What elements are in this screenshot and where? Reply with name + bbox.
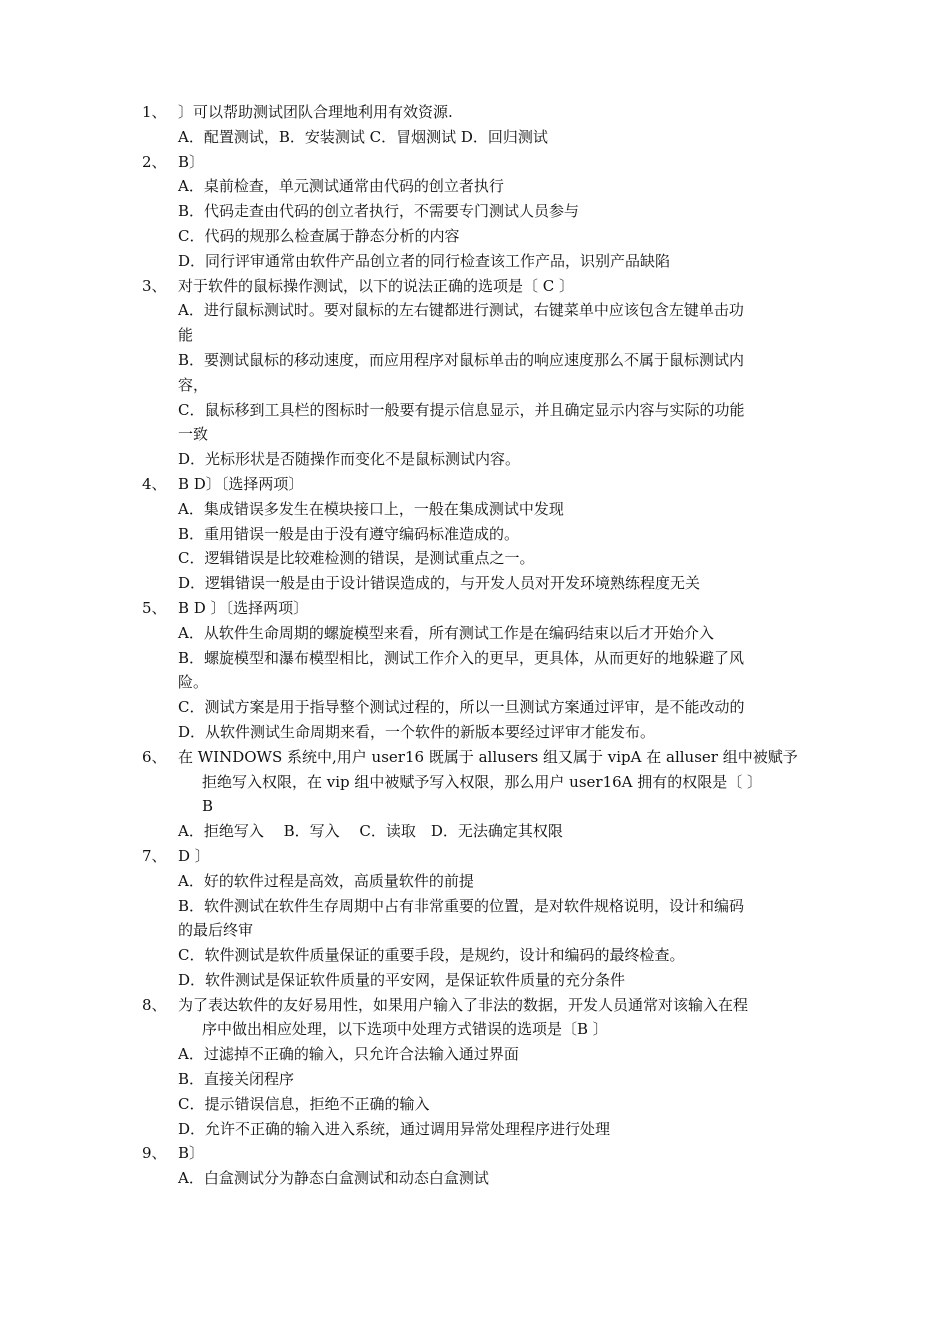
option-line: C．提示错误信息，拒绝不正确的输入 — [178, 1094, 430, 1113]
option-line: 容， — [178, 375, 209, 394]
option-line: D．软件测试是保证软件质量的平安网，是保证软件质量的充分条件 — [178, 970, 626, 989]
question-stem: B〕 — [178, 152, 205, 171]
option-line: 能 — [178, 326, 194, 345]
question-number: 2、 — [142, 152, 167, 171]
question-number: 7、 — [142, 846, 167, 865]
question-stem: B D 〕〔选择两项〕 — [178, 598, 309, 617]
question-list — [142, 100, 822, 1191]
option-line: A．从软件生命周期的螺旋模型来看，所有测试工作是在编码结束以后才开始介入 — [178, 623, 714, 642]
question-stem: B〕 — [178, 1144, 205, 1163]
option-line: D．从软件测试生命周期来看，一个软件的新版本要经过评审才能发布。 — [178, 722, 656, 741]
option-line: C．鼠标移到工具栏的图标时一般要有提示信息显示，并且确定显示内容与实际的功能 — [178, 400, 745, 419]
question-stem: 为了表达软件的友好易用性，如果用户输入了非法的数据，开发人员通常对该输入在程 — [178, 995, 749, 1014]
option-line: A．桌前检查，单元测试通常由代码的创立者执行 — [178, 177, 504, 196]
question-number: 8、 — [142, 995, 167, 1014]
option-line: D．允许不正确的输入进入系统，通过调用异常处理程序进行处理 — [178, 1119, 611, 1138]
option-line: B．软件测试在软件生存周期中占有非常重要的位置，是对软件规格说明，设计和编码 — [178, 896, 745, 915]
question-number: 4、 — [142, 474, 167, 493]
option-line: A．拒绝写入 B．写入 C．读取 D．无法确定其权限 — [178, 822, 563, 841]
option-line: B．直接关闭程序 — [178, 1070, 295, 1089]
question-stem: 在 WINDOWS 系统中,用户 user16 既属于 allusers 组又属于 vipA 在 alluser 组中被赋予 — [178, 747, 798, 766]
option-line: 的最后终审 — [178, 921, 254, 940]
option-line: B．重用错误一般是由于没有遵守编码标准造成的。 — [178, 524, 520, 543]
option-line: B．代码走查由代码的创立者执行，不需要专门测试人员参与 — [178, 202, 580, 221]
question-3 — [142, 274, 822, 299]
option-line: B．螺旋模型和瀑布模型相比，测试工作介入的更早，更具体，从而更好的地躲避了风 — [178, 648, 745, 667]
question-1 — [142, 100, 822, 125]
question-number: 1、 — [142, 103, 167, 121]
question-number: 3、 — [142, 276, 167, 295]
option-line: C．代码的规那么检查属于静态分析的内容 — [178, 226, 460, 245]
question-6 — [142, 745, 822, 770]
option-line: B．要测试鼠标的移动速度，而应用程序对鼠标单击的响应速度那么不属于鼠标测试内 — [178, 350, 745, 369]
question-number: 6、 — [142, 747, 167, 766]
question-stem: 〕可以帮助测试团队合理地利用有效资源. — [178, 103, 453, 121]
option-line: A．集成错误多发生在模块接口上，一般在集成测试中发现 — [178, 499, 564, 518]
option-line: C．软件测试是软件质量保证的重要手段，是规约，设计和编码的最终检查。 — [178, 946, 685, 965]
question-stem: D 〕 — [178, 846, 210, 865]
option-line: C．测试方案是用于指导整个测试过程的，所以一旦测试方案通过评审，是不能改动的 — [178, 698, 745, 717]
question-stem-continuation: 序中做出相应处理，以下选项中处理方式错误的选项是〔B 〕 — [202, 1020, 608, 1039]
question-stem: B D〕〔选择两项〕 — [178, 474, 304, 493]
question-7 — [142, 844, 822, 869]
option-line: A．进行鼠标测试时。要对鼠标的左右键都进行测试，右键菜单中应该包含左键单击功 — [178, 301, 744, 320]
option-line: D．同行评审通常由软件产品创立者的同行检查该工作产品，识别产品缺陷 — [178, 251, 671, 270]
option-line: 一致 — [178, 425, 209, 444]
option-line: A．过滤掉不正确的输入，只允许合法输入通过界面 — [178, 1045, 519, 1064]
question-stem: 对于软件的鼠标操作测试，以下的说法正确的选项是〔 C 〕 — [178, 276, 575, 295]
option-line: A．配置测试，B．安装测试 C．冒烟测试 D．回归测试 — [178, 127, 548, 146]
question-4 — [142, 472, 822, 497]
question-number: 9、 — [142, 1144, 167, 1163]
question-answer: B — [202, 797, 214, 816]
question-stem-continuation: 拒绝写入权限，在 vip 组中被赋予写入权限，那么用户 user16A 拥有的权限是〔 〕 — [202, 772, 763, 791]
question-number: 5、 — [142, 598, 167, 617]
question-8 — [142, 993, 822, 1018]
option-line: D．逻辑错误一般是由于设计错误造成的，与开发人员对开发环境熟练程度无关 — [178, 574, 701, 593]
option-line: D．光标形状是否随操作而变化不是鼠标测试内容。 — [178, 450, 521, 469]
question-5 — [142, 596, 822, 621]
option-line: A．好的软件过程是高效，高质量软件的前提 — [178, 871, 474, 890]
option-line: C．逻辑错误是比较难检测的错误，是测试重点之一。 — [178, 549, 535, 568]
option-line: 险。 — [178, 673, 209, 692]
option-line: A．白盒测试分为静态白盒测试和动态白盒测试 — [178, 1169, 489, 1188]
question-9 — [142, 1141, 822, 1166]
question-2 — [142, 150, 822, 175]
